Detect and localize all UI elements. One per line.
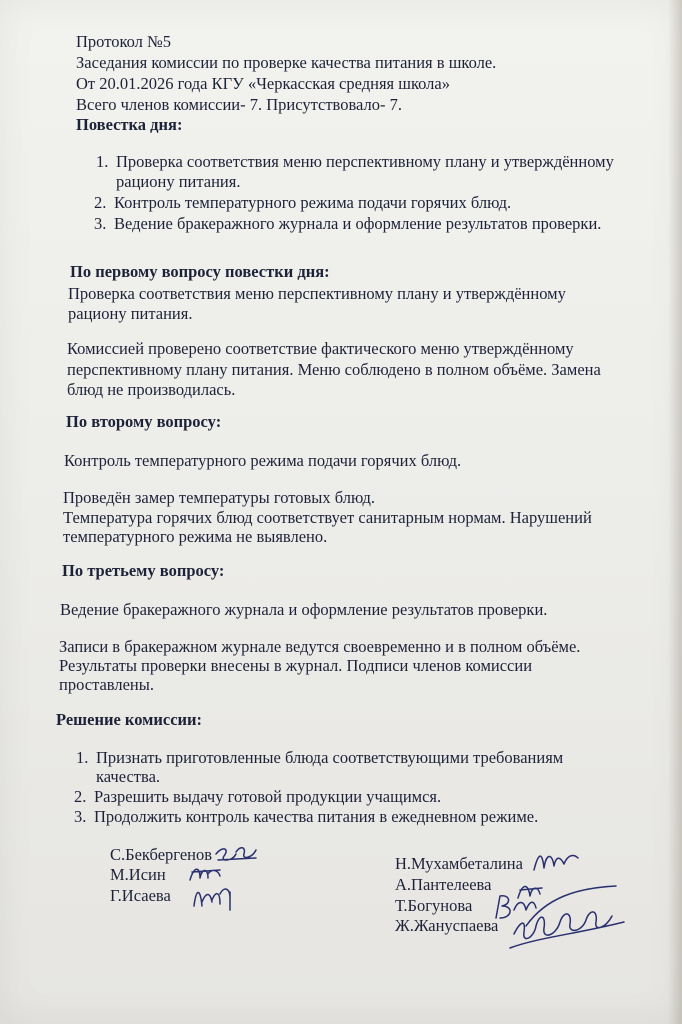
q3-body-line2: Результаты проверки внесены в журнал. Подписи членов комиссии [59,656,533,675]
q1-topic-line1: Проверка соответствия меню перспективному плану и утверждённому [68,284,566,303]
q1-topic-line2: рациону питания. [68,304,193,323]
decision-item-number: 1. [76,748,89,767]
q1-body-line2: перспективному плану питания. Меню соблюдено в полном объёме. Замена [67,360,601,379]
q2-body-line1: Проведён замер температуры готовых блюд. [63,488,375,507]
signature-zhanuspaeva [506,878,630,956]
q1-heading: По первому вопросу повестки дня: [70,262,330,281]
q2-body-line3: температурного режима не выявлено. [63,527,328,546]
signatory-left-3: Г.Исаева [110,886,171,905]
page-shadow-edge [668,0,682,1024]
signatory-right-3: Т.Богунова [395,896,473,915]
decision-item-2-line1: Разрешить выдачу готовой продукции учащимся. [94,787,442,806]
protocol-number: Протокол №5 [76,32,172,51]
protocol-subject: Заседания комиссии по проверке качества питания в школе. [76,53,497,72]
decision-heading: Решение комиссии: [56,710,203,729]
signatory-right-1: Н.Мухамбеталина [395,854,523,873]
agenda-item-1-line2: рациону питания. [116,172,241,191]
q2-heading: По второму вопросу: [66,412,222,431]
q2-topic: Контроль температурного режима подачи горячих блюд. [64,451,462,470]
q2-body-line2: Температура горячих блюд соответствует санитарным нормам. Нарушений [63,508,592,527]
decision-item-1-line2: качества. [96,767,161,786]
decision-item-number: 3. [74,807,87,826]
protocol-date-line: От 20.01.2026 года КГУ «Черкасская средняя школа» [76,74,450,93]
decision-item-1-line1: Признать приготовленные блюда соответствующими требованиям [96,748,564,767]
signatory-left-2: М.Исин [110,865,166,884]
agenda-item-1-line1: Проверка соответствия меню перспективному плану и утверждённому [116,152,614,171]
decision-item-number: 2. [74,787,87,806]
attendance-line: Всего членов комиссии- 7. Присутствовало- 7. [76,95,402,114]
signatory-left-1: С.Бекбергенов [110,845,213,864]
signatory-right-2: А.Пантелеева [395,875,492,894]
q3-body-line3: проставлены. [59,675,154,694]
agenda-item-3-line1: Ведение бракеражного журнала и оформление результатов проверки. [114,214,602,233]
q3-topic: Ведение бракеражного журнала и оформление результатов проверки. [60,600,548,619]
signatory-right-4: Ж.Жануспаева [395,916,499,935]
agenda-heading: Повестка дня: [76,115,183,134]
agenda-item-number: 2. [94,193,107,212]
decision-item-3-line1: Продолжить контроль качества питания в ежедневном режиме. [94,807,539,826]
signature-isaeva [190,880,236,914]
q3-heading: По третьему вопросу: [62,561,225,580]
signature-mukhambetalina [530,844,582,874]
q1-body-line1: Комиссией проверено соответствие фактического меню утверждённому [67,339,574,358]
agenda-item-2-line1: Контроль температурного режима подачи горячих блюд. [114,193,512,212]
q1-body-line3: блюд не производилась. [67,380,236,399]
agenda-item-number: 3. [94,214,107,233]
q3-body-line1: Записи в бракеражном журнале ведутся своевременно и в полном объёме. [59,637,581,656]
agenda-item-number: 1. [96,152,109,171]
